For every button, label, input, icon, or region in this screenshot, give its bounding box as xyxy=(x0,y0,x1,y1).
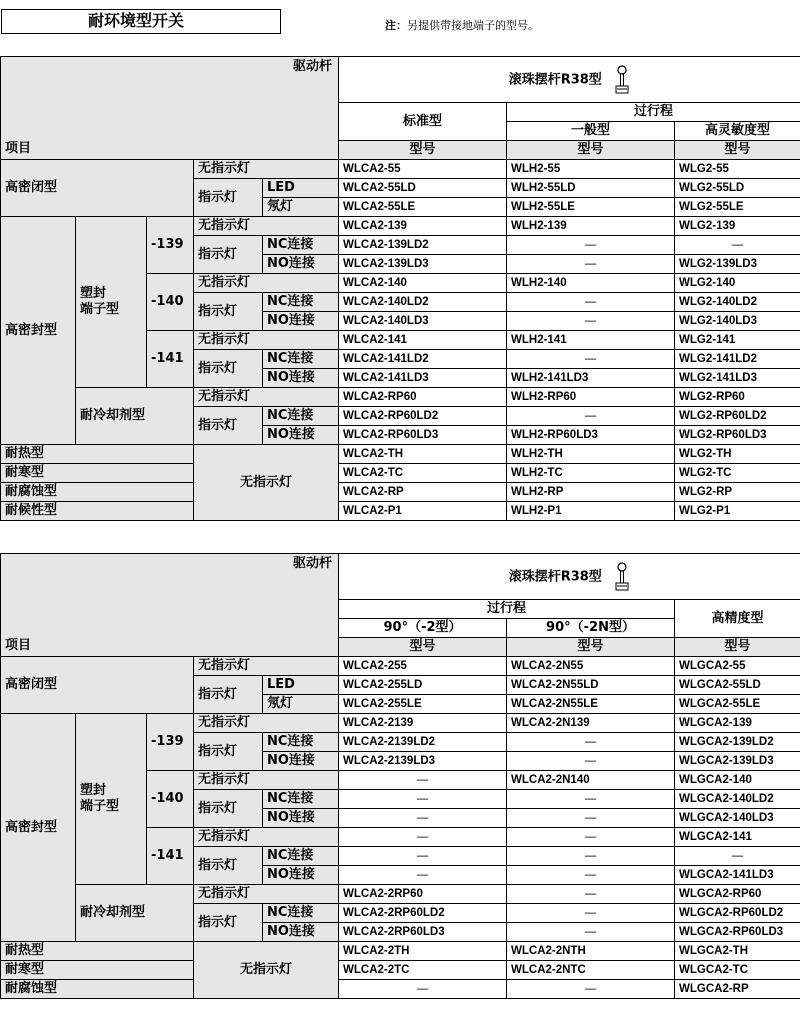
row-label-ind: 指示灯 xyxy=(194,847,263,885)
model-cell: WLH2-TH xyxy=(507,445,675,464)
row-label-no: NO连接 xyxy=(263,312,339,331)
model-cell: WLG2-P1 xyxy=(675,502,800,521)
model-cell: — xyxy=(339,790,507,809)
model-cell: WLCA2-2NTC xyxy=(507,961,675,980)
row-group-plastic-terminal: 塑封 端子型 xyxy=(76,217,147,388)
roller-lever-icon xyxy=(614,65,630,95)
model-cell: WLCA2-255LD xyxy=(339,676,507,695)
model-cell: WLG2-RP60LD3 xyxy=(675,426,800,445)
corner-bottom: 项目 xyxy=(5,141,32,156)
model-cell: WLCA2-RP60LD2 xyxy=(339,407,507,426)
model-cell: WLGCA2-139 xyxy=(675,714,800,733)
model-cell: — xyxy=(339,847,507,866)
model-cell: WLGCA2-140 xyxy=(675,771,800,790)
model-cell: WLG2-139LD3 xyxy=(675,255,800,274)
model-cell: WLCA2-RP xyxy=(339,483,507,502)
model-cell: — xyxy=(507,904,675,923)
row-label-140: -140 xyxy=(147,274,194,331)
model-cell: — xyxy=(507,923,675,942)
row-label-no-ind: 无指示灯 xyxy=(194,714,339,733)
row-label-141: -141 xyxy=(147,331,194,388)
model-cell: WLCA2-139LD3 xyxy=(339,255,507,274)
model-cell: WLCA2-55LE xyxy=(339,198,507,217)
model-header: 型号 xyxy=(507,141,675,160)
model-cell: — xyxy=(675,847,800,866)
row-label-no-ind: 无指示灯 xyxy=(194,657,339,676)
model-cell: WLCA2-2N55LE xyxy=(507,695,675,714)
model-cell: WLG2-TC xyxy=(675,464,800,483)
model-cell: WLCA2-RP60LD3 xyxy=(339,426,507,445)
row-group-high-closed: 高密闭型 xyxy=(1,657,194,714)
model-cell: WLGCA2-55LD xyxy=(675,676,800,695)
row-label-ind: 指示灯 xyxy=(194,236,263,274)
model-header: 型号 xyxy=(507,638,675,657)
model-cell: WLG2-55LE xyxy=(675,198,800,217)
model-cell: WLG2-140 xyxy=(675,274,800,293)
model-cell: WLCA2-55 xyxy=(339,160,507,179)
model-cell: — xyxy=(507,847,675,866)
model-cell: WLGCA2-55 xyxy=(675,657,800,676)
high-sens-header: 高灵敏度型 xyxy=(675,122,800,141)
model-cell: — xyxy=(507,828,675,847)
row-label-no: NO连接 xyxy=(263,426,339,445)
row-label-no-ind: 无指示灯 xyxy=(194,828,339,847)
model-cell: WLCA2-2N55LD xyxy=(507,676,675,695)
row-label-nc: NC连接 xyxy=(263,733,339,752)
row-label-corrosion: 耐腐蚀型 xyxy=(1,483,194,502)
model-cell: WLH2-TC xyxy=(507,464,675,483)
model-cell: WLCA2-2N139 xyxy=(507,714,675,733)
model-cell: WLCA2-2RP60LD3 xyxy=(339,923,507,942)
model-cell: WLCA2-255LE xyxy=(339,695,507,714)
row-label-heat: 耐热型 xyxy=(1,445,194,464)
model-cell: WLCA2-TC xyxy=(339,464,507,483)
row-group-coolant: 耐冷却剂型 xyxy=(76,885,194,942)
model-cell: WLH2-141 xyxy=(507,331,675,350)
model-header: 型号 xyxy=(339,141,507,160)
deg90n-header: 90°（-2N型） xyxy=(507,619,675,638)
row-label-corrosion: 耐腐蚀型 xyxy=(1,980,194,999)
row-label-no: NO连接 xyxy=(263,809,339,828)
model-header: 型号 xyxy=(675,638,800,657)
model-cell: WLCA2-2RP60 xyxy=(339,885,507,904)
row-label-nc: NC连接 xyxy=(263,293,339,312)
model-cell: WLG2-TH xyxy=(675,445,800,464)
model-cell: WLGCA2-TH xyxy=(675,942,800,961)
corner-bottom: 项目 xyxy=(5,638,32,653)
corner-top: 驱动杆 xyxy=(293,556,333,571)
model-cell: WLCA2-140LD3 xyxy=(339,312,507,331)
corner-header xyxy=(1,554,339,657)
row-label-no-ind: 无指示灯 xyxy=(194,160,339,179)
model-cell: WLCA2-P1 xyxy=(339,502,507,521)
model-cell: WLCA2-139 xyxy=(339,217,507,236)
note-text: 另提供带接地端子的型号。 xyxy=(407,19,539,32)
model-cell: — xyxy=(507,350,675,369)
row-label-nc: NC连接 xyxy=(263,350,339,369)
model-cell: WLCA2-2TC xyxy=(339,961,507,980)
model-cell: WLG2-RP60 xyxy=(675,388,800,407)
model-cell: WLG2-141 xyxy=(675,331,800,350)
lever-header xyxy=(339,57,800,103)
corner-top: 驱动杆 xyxy=(293,59,333,74)
model-cell: — xyxy=(507,255,675,274)
model-cell: WLGCA2-141LD3 xyxy=(675,866,800,885)
model-cell: WLCA2-2NTH xyxy=(507,942,675,961)
model-cell: WLCA2-2RP60LD2 xyxy=(339,904,507,923)
lever-label: 滚珠摆杆R38型 xyxy=(508,569,602,584)
model-header: 型号 xyxy=(675,141,800,160)
row-label-no-ind: 无指示灯 xyxy=(194,445,339,521)
model-cell: WLGCA2-RP60LD3 xyxy=(675,923,800,942)
row-label-nc: NC连接 xyxy=(263,847,339,866)
std-header: 标准型 xyxy=(339,103,507,141)
model-cell: — xyxy=(507,293,675,312)
model-cell: WLG2-55LD xyxy=(675,179,800,198)
row-label-141: -141 xyxy=(147,828,194,885)
row-group-high-sealed: 高密封型 xyxy=(1,217,76,445)
row-label-no: NO连接 xyxy=(263,752,339,771)
row-label-nc: NC连接 xyxy=(263,407,339,426)
model-cell: WLH2-RP60 xyxy=(507,388,675,407)
model-cell: WLG2-RP60LD2 xyxy=(675,407,800,426)
lever-header xyxy=(339,554,800,600)
model-cell: WLCA2-139LD2 xyxy=(339,236,507,255)
row-label-140: -140 xyxy=(147,771,194,828)
model-cell: WLG2-141LD3 xyxy=(675,369,800,388)
model-cell: WLCA2-141LD3 xyxy=(339,369,507,388)
model-cell: WLCA2-2139LD2 xyxy=(339,733,507,752)
model-header: 型号 xyxy=(339,638,507,657)
model-cell: — xyxy=(339,866,507,885)
model-cell: WLCA2-140 xyxy=(339,274,507,293)
row-label-ind: 指示灯 xyxy=(194,676,263,714)
row-label-no: NO连接 xyxy=(263,923,339,942)
high-prec-header: 高精度型 xyxy=(675,600,800,638)
model-cell: — xyxy=(507,752,675,771)
model-cell: — xyxy=(507,312,675,331)
model-cell: — xyxy=(507,790,675,809)
row-label-no-ind: 无指示灯 xyxy=(194,771,339,790)
model-cell: WLGCA2-139LD2 xyxy=(675,733,800,752)
row-label-139: -139 xyxy=(147,714,194,771)
row-label-ind: 指示灯 xyxy=(194,179,263,217)
model-cell: WLH2-139 xyxy=(507,217,675,236)
model-cell: WLH2-140 xyxy=(507,274,675,293)
model-cell: WLG2-RP xyxy=(675,483,800,502)
model-cell: WLH2-55LD xyxy=(507,179,675,198)
row-label-nc: NC连接 xyxy=(263,790,339,809)
model-cell: WLH2-P1 xyxy=(507,502,675,521)
row-group-high-sealed: 高密封型 xyxy=(1,714,76,942)
model-cell: WLCA2-2N55 xyxy=(507,657,675,676)
model-cell: — xyxy=(507,980,675,999)
row-label-nc: NC连接 xyxy=(263,904,339,923)
row-label-ind: 指示灯 xyxy=(194,790,263,828)
row-group-coolant: 耐冷却剂型 xyxy=(76,388,194,445)
model-cell: — xyxy=(339,771,507,790)
model-cell: — xyxy=(507,236,675,255)
row-label-no-ind: 无指示灯 xyxy=(194,942,339,999)
spec-table-2 xyxy=(0,553,800,999)
model-cell: WLGCA2-141 xyxy=(675,828,800,847)
general-header: 一般型 xyxy=(507,122,675,141)
model-cell: WLGCA2-RP xyxy=(675,980,800,999)
model-cell: — xyxy=(507,733,675,752)
overtravel-header: 过行程 xyxy=(507,103,800,122)
spec-table-1 xyxy=(0,56,800,521)
row-label-ind: 指示灯 xyxy=(194,407,263,445)
row-label-cold: 耐寒型 xyxy=(1,464,194,483)
row-label-led: LED xyxy=(263,676,339,695)
row-group-plastic-terminal: 塑封 端子型 xyxy=(76,714,147,885)
model-cell: WLGCA2-TC xyxy=(675,961,800,980)
model-cell: WLGCA2-55LE xyxy=(675,695,800,714)
row-label-weather: 耐候性型 xyxy=(1,502,194,521)
row-label-no: NO连接 xyxy=(263,255,339,274)
row-group-high-closed: 高密闭型 xyxy=(1,160,194,217)
note xyxy=(385,17,539,33)
model-cell: WLH2-55LE xyxy=(507,198,675,217)
model-cell: WLCA2-RP60 xyxy=(339,388,507,407)
model-cell: WLH2-55 xyxy=(507,160,675,179)
model-cell: WLG2-55 xyxy=(675,160,800,179)
model-cell: WLCA2-55LD xyxy=(339,179,507,198)
row-label-cold: 耐寒型 xyxy=(1,961,194,980)
model-cell: WLGCA2-140LD2 xyxy=(675,790,800,809)
corner-header xyxy=(1,57,339,160)
model-cell: WLCA2-141LD2 xyxy=(339,350,507,369)
model-cell: — xyxy=(339,828,507,847)
model-cell: WLCA2-2TH xyxy=(339,942,507,961)
model-cell: WLGCA2-RP60 xyxy=(675,885,800,904)
model-cell: WLCA2-2N140 xyxy=(507,771,675,790)
model-cell: WLG2-140LD2 xyxy=(675,293,800,312)
model-cell: WLGCA2-RP60LD2 xyxy=(675,904,800,923)
row-label-neon: 氖灯 xyxy=(263,695,339,714)
model-cell: — xyxy=(507,809,675,828)
lever-label: 滚珠摆杆R38型 xyxy=(508,72,602,87)
row-label-led: LED xyxy=(263,179,339,198)
deg90-header: 90°（-2型） xyxy=(339,619,507,638)
model-cell: WLGCA2-139LD3 xyxy=(675,752,800,771)
model-cell: WLH2-RP60LD3 xyxy=(507,426,675,445)
row-label-no-ind: 无指示灯 xyxy=(194,274,339,293)
row-label-no-ind: 无指示灯 xyxy=(194,217,339,236)
model-cell: — xyxy=(507,407,675,426)
row-label-neon: 氖灯 xyxy=(263,198,339,217)
row-label-heat: 耐热型 xyxy=(1,942,194,961)
roller-lever-icon xyxy=(614,562,630,592)
model-cell: — xyxy=(507,866,675,885)
model-cell: WLH2-141LD3 xyxy=(507,369,675,388)
model-cell: — xyxy=(675,236,800,255)
page-title: 耐环境型开关 xyxy=(1,9,281,34)
row-label-no: NO连接 xyxy=(263,866,339,885)
model-cell: WLG2-141LD2 xyxy=(675,350,800,369)
model-cell: WLCA2-2139 xyxy=(339,714,507,733)
row-label-no-ind: 无指示灯 xyxy=(194,388,339,407)
row-label-ind: 指示灯 xyxy=(194,350,263,388)
row-label-ind: 指示灯 xyxy=(194,904,263,942)
row-label-no-ind: 无指示灯 xyxy=(194,885,339,904)
model-cell: WLCA2-255 xyxy=(339,657,507,676)
model-cell: WLGCA2-140LD3 xyxy=(675,809,800,828)
model-cell: WLCA2-141 xyxy=(339,331,507,350)
row-label-139: -139 xyxy=(147,217,194,274)
row-label-no: NO连接 xyxy=(263,369,339,388)
row-label-ind: 指示灯 xyxy=(194,293,263,331)
note-label: 注： xyxy=(385,19,407,32)
overtravel-header: 过行程 xyxy=(339,600,675,619)
model-cell: WLH2-RP xyxy=(507,483,675,502)
model-cell: — xyxy=(507,885,675,904)
model-cell: — xyxy=(339,980,507,999)
model-cell: WLCA2-140LD2 xyxy=(339,293,507,312)
row-label-ind: 指示灯 xyxy=(194,733,263,771)
row-label-no-ind: 无指示灯 xyxy=(194,331,339,350)
row-label-nc: NC连接 xyxy=(263,236,339,255)
model-cell: WLG2-139 xyxy=(675,217,800,236)
model-cell: WLCA2-2139LD3 xyxy=(339,752,507,771)
model-cell: WLG2-140LD3 xyxy=(675,312,800,331)
model-cell: WLCA2-TH xyxy=(339,445,507,464)
model-cell: — xyxy=(339,809,507,828)
